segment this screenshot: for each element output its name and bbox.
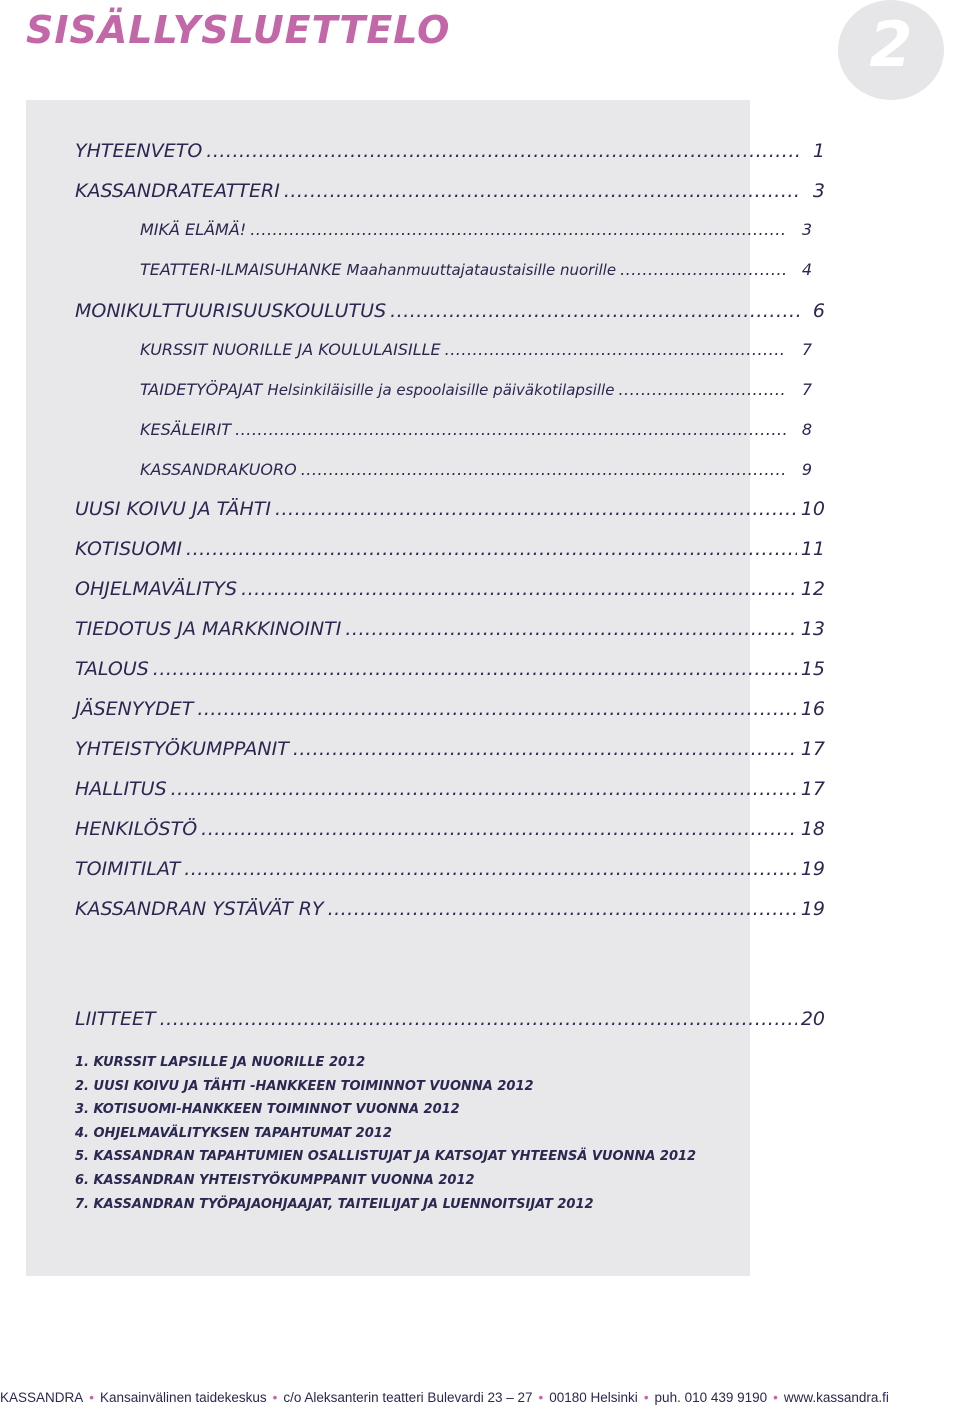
annex-item: 1. KURSSIT LAPSILLE JA NUORILLE 2012 xyxy=(75,1055,366,1070)
toc-entry[interactable] xyxy=(75,818,825,842)
toc-entry[interactable] xyxy=(75,578,825,602)
toc-entry-label: MONIKULTTUURISUUSKOULUTUS xyxy=(75,300,387,322)
toc-entry-page: 8 xyxy=(801,420,812,439)
toc-entry-page: 9 xyxy=(801,460,812,479)
footer-web[interactable]: www.kassandra.fi xyxy=(783,1390,889,1405)
dot-leader xyxy=(275,498,797,520)
footer-address: c/o Aleksanterin teatteri Bulevardi 23 – 27 xyxy=(283,1390,533,1405)
toc-entry-page: 19 xyxy=(800,898,825,920)
toc-entry-page: 10 xyxy=(800,498,825,520)
toc-entry-page: 11 xyxy=(800,538,825,560)
dot-leader xyxy=(197,698,796,720)
footer-phone: puh. 010 439 9190 xyxy=(654,1390,768,1405)
toc-entry-page: 6 xyxy=(812,300,825,322)
toc-entry-page: 17 xyxy=(800,738,825,760)
annex-item: 4. OHJELMAVÄLITYKSEN TAPAHTUMAT 2012 xyxy=(75,1125,392,1141)
dot-leader xyxy=(301,460,786,479)
dot-leader xyxy=(206,140,799,162)
toc-entry-label: KASSANDRAN YSTÄVÄT RY xyxy=(75,898,324,920)
toc-entry[interactable] xyxy=(140,420,812,442)
toc-entry-label: YHTEISTYÖKUMPPANIT xyxy=(75,738,289,760)
toc-entry-page: 1 xyxy=(812,140,825,162)
dot-leader xyxy=(171,778,797,800)
dot-leader xyxy=(186,538,797,560)
dot-leader xyxy=(390,300,799,322)
dot-leader xyxy=(345,618,796,640)
toc-entry[interactable] xyxy=(75,858,825,882)
bullet-icon: • xyxy=(272,1390,278,1405)
annex-item: 6. KASSANDRAN YHTEISTYÖKUMPPANIT VUONNA 2012 xyxy=(75,1173,475,1188)
toc-entry-label: TAIDETYÖPAJAT xyxy=(140,380,263,399)
toc-entry-label: OHJELMAVÄLITYS xyxy=(75,578,238,600)
footer xyxy=(0,1390,960,1405)
bullet-icon: • xyxy=(773,1390,778,1405)
toc-entry[interactable] xyxy=(140,220,812,242)
toc-entry-label: TALOUS xyxy=(75,658,149,680)
toc-entry-page: 15 xyxy=(800,658,825,680)
toc-entry[interactable] xyxy=(75,180,825,204)
toc-entry[interactable] xyxy=(75,498,825,522)
bullet-icon: • xyxy=(89,1390,95,1405)
toc-entry-page: 4 xyxy=(801,260,812,279)
toc-entry[interactable] xyxy=(75,300,825,324)
toc-entry-label: HALLITUS xyxy=(75,778,167,800)
toc-entry[interactable] xyxy=(75,898,825,922)
toc-entry[interactable] xyxy=(75,618,825,642)
toc-entry-page: 18 xyxy=(800,818,825,840)
toc-entry[interactable] xyxy=(140,380,812,402)
dot-leader xyxy=(201,818,797,840)
toc-entry-label: YHTEENVETO xyxy=(75,140,203,162)
annex-item: 2. UUSI KOIVU JA TÄHTI -HANKKEEN TOIMINNOT VUONNA 2012 xyxy=(75,1078,534,1094)
toc-entry-page: 12 xyxy=(800,578,825,600)
dot-leader xyxy=(284,180,799,202)
toc-entry-label: KASSANDRATEATTERI xyxy=(75,180,280,202)
toc-entry-page: 13 xyxy=(800,618,825,640)
bullet-icon: • xyxy=(643,1390,649,1405)
toc-entry[interactable] xyxy=(140,340,812,362)
toc-entry-label: KESÄLEIRIT xyxy=(140,420,232,439)
page-number-badge xyxy=(838,0,944,100)
dot-leader xyxy=(160,1008,797,1030)
toc-entry-page: 7 xyxy=(801,340,812,359)
bullet-icon: • xyxy=(538,1390,544,1405)
dot-leader xyxy=(620,260,786,279)
toc-entry-page: 16 xyxy=(800,698,825,720)
toc-entry[interactable] xyxy=(140,460,812,482)
toc-entry-page: 3 xyxy=(812,180,825,202)
dot-leader xyxy=(153,658,797,680)
toc-entry-label: KOTISUOMI xyxy=(75,538,183,560)
toc-entry[interactable] xyxy=(75,1008,825,1032)
toc-entry-page: 7 xyxy=(801,380,812,399)
toc-entry-label: KASSANDRAKUORO xyxy=(140,460,297,479)
toc-entry-subtitle: Helsinkiläisille ja espoolaisille päiväkotilapsille xyxy=(267,381,615,399)
toc-entry-label: UUSI KOIVU JA TÄHTI xyxy=(75,498,271,520)
dot-leader xyxy=(184,858,797,880)
toc-entry[interactable] xyxy=(75,538,825,562)
footer-desc: Kansainvälinen taidekeskus xyxy=(100,1390,267,1405)
toc-entry-page: 3 xyxy=(801,220,812,239)
footer-org: KASSANDRA xyxy=(0,1390,84,1405)
annex-item: 3. KOTISUOMI-HANKKEEN TOIMINNOT VUONNA 2012 xyxy=(75,1102,460,1118)
toc-entry-page: 17 xyxy=(800,778,825,800)
toc-entry-label: MIKÄ ELÄMÄ! xyxy=(140,220,247,239)
toc-entry-label: KURSSIT NUORILLE JA KOULULAISILLE xyxy=(140,340,441,359)
annex-item: 7. KASSANDRAN TYÖPAJAOHJAAJAT, TAITEILIJAT JA LUENNOITSIJAT 2012 xyxy=(75,1196,594,1212)
page-number: 2 xyxy=(869,8,913,81)
dot-leader xyxy=(328,898,797,920)
dot-leader xyxy=(235,420,786,439)
toc-entry[interactable] xyxy=(75,140,825,164)
toc-entry[interactable] xyxy=(75,738,825,762)
toc-entry-label: LIITTEET xyxy=(75,1008,156,1030)
annex-item: 5. KASSANDRAN TAPAHTUMIEN OSALLISTUJAT JA KATSOJAT YHTEENSÄ VUONNA 2012 xyxy=(75,1149,697,1165)
dot-leader xyxy=(293,738,797,760)
toc-entry-subtitle: Maahanmuuttajataustaisille nuorille xyxy=(346,261,617,279)
toc-entry-label: JÄSENYYDET xyxy=(75,698,194,720)
dot-leader xyxy=(241,578,797,600)
footer-postal: 00180 Helsinki xyxy=(549,1390,638,1405)
toc-entry-label: HENKILÖSTÖ xyxy=(75,818,198,840)
toc-entry-label: TIEDOTUS JA MARKKINOINTI xyxy=(75,618,342,640)
dot-leader xyxy=(445,340,786,359)
toc-entry-label: TOIMITILAT xyxy=(75,858,181,880)
page-title: SISÄLLYSLUETTELO xyxy=(26,8,451,52)
toc-entry[interactable] xyxy=(75,658,825,682)
toc-entry-page: 20 xyxy=(800,1008,825,1030)
toc-entry[interactable] xyxy=(75,698,825,722)
dot-leader xyxy=(250,220,786,239)
toc-entry-label: TEATTERI-ILMAISUHANKE xyxy=(140,260,342,279)
toc-entry[interactable] xyxy=(75,778,825,802)
toc-entry-page: 19 xyxy=(800,858,825,880)
toc-entry[interactable] xyxy=(140,260,812,282)
dot-leader xyxy=(618,380,786,399)
